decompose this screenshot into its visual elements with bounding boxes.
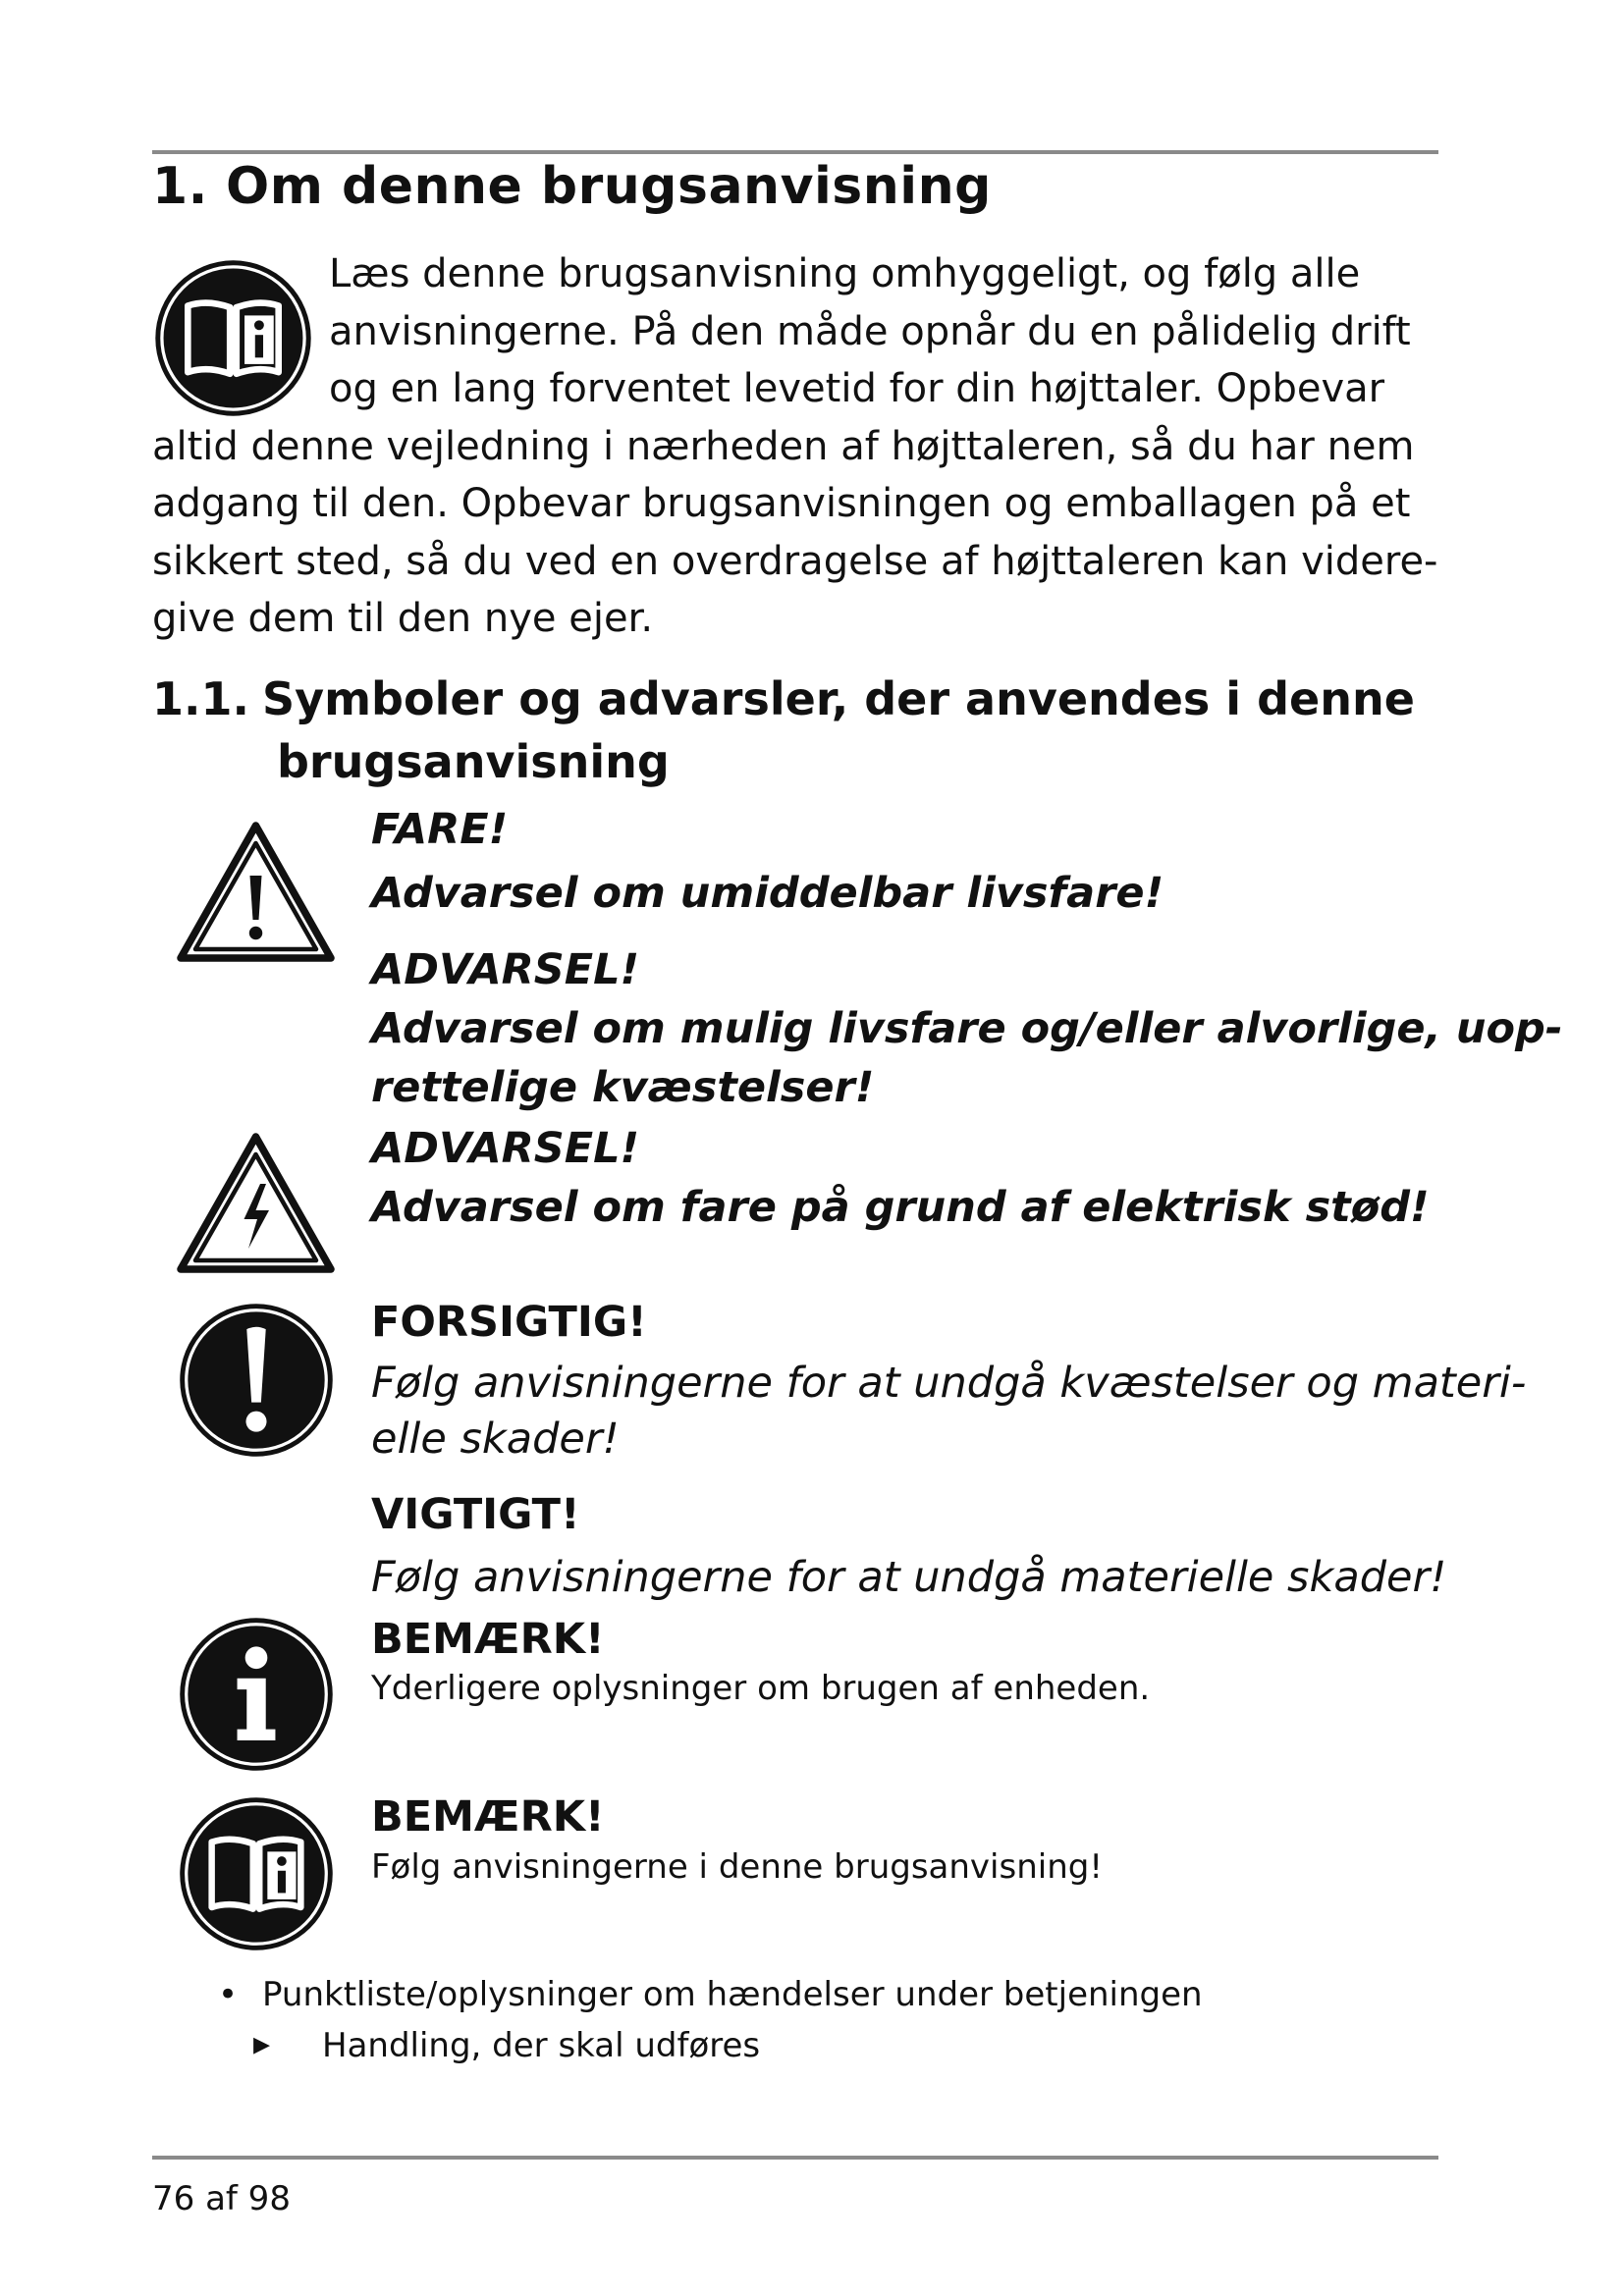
bemaerk-manual-label: BEMÆRK!	[371, 1792, 605, 1842]
subsection-number: 1.1.	[152, 672, 249, 725]
info-icon	[177, 1615, 336, 1774]
section-title: Om denne brugsanvisning	[226, 157, 992, 216]
subsection-heading	[152, 667, 1415, 793]
forsigtig-text-line2: elle skader!	[371, 1415, 620, 1464]
top-divider	[152, 150, 1438, 154]
forsigtig-text-line1: Følg anvisningerne for at undgå kvæstelser og materi-	[371, 1359, 1527, 1408]
manual-book-icon	[177, 1794, 336, 1953]
advarsel-label: ADVARSEL!	[371, 945, 640, 994]
bullet-list-item: Punktliste/oplysninger om hændelser under betjeningen	[262, 1975, 1203, 2014]
fare-text: Advarsel om umiddelbar livsfare!	[371, 869, 1164, 918]
bemaerk-manual-text: Følg anvisningerne i denne brugsanvisning!	[371, 1847, 1103, 1887]
intro-line: og en lang forventet levetid for din højttaler. Opbevar	[329, 366, 1385, 411]
advarsel-electric-label: ADVARSEL!	[371, 1124, 640, 1173]
warning-triangle-icon	[175, 820, 337, 967]
subsection-title-line1: Symboler og advarsler, der anvendes i denne	[262, 672, 1415, 725]
intro-line: give dem til den nye ejer.	[152, 596, 654, 641]
intro-paragraph	[152, 245, 1438, 648]
section-heading	[152, 157, 992, 216]
advarsel-text-line2: rettelige kvæstelser!	[371, 1063, 875, 1112]
intro-line: anvisningerne. På den måde opnår du en pålidelig drift	[329, 308, 1411, 354]
intro-line: sikkert sted, så du ved en overdragelse af højttaleren kan videre-	[152, 538, 1438, 584]
subsection-title-line2: brugsanvisning	[277, 735, 670, 788]
bemaerk-label: BEMÆRK!	[371, 1615, 605, 1664]
bullet-glyph: •	[218, 1975, 239, 2014]
action-list-item: Handling, der skal udføres	[322, 2026, 761, 2065]
bottom-divider	[152, 2156, 1438, 2160]
icon-spacer	[152, 245, 329, 417]
advarsel-electric-text: Advarsel om fare på grund af elektrisk stød!	[371, 1183, 1430, 1232]
intro-line: altid denne vejledning i nærheden af højttaleren, så du har nem	[152, 423, 1415, 469]
caution-exclamation-icon	[177, 1301, 336, 1460]
bemaerk-text: Yderligere oplysninger om brugen af enheden.	[371, 1669, 1151, 1708]
page-number: 76 af 98	[152, 2179, 291, 2218]
intro-line: adgang til den. Opbevar brugsanvisningen og emballagen på et	[152, 481, 1411, 526]
vigtigt-label: VIGTIGT!	[371, 1490, 580, 1539]
intro-line: Læs denne brugsanvisning omhyggeligt, og følg alle	[329, 251, 1361, 296]
fare-label: FARE!	[371, 805, 509, 854]
electric-shock-warning-icon	[175, 1131, 337, 1278]
vigtigt-text: Følg anvisningerne for at undgå materielle skader!	[371, 1553, 1447, 1602]
advarsel-text-line1: Advarsel om mulig livsfare og/eller alvorlige, uop-	[371, 1004, 1563, 1053]
section-number: 1.	[152, 157, 208, 216]
action-arrow-icon: ▸	[253, 2024, 271, 2063]
forsigtig-label: FORSIGTIG!	[371, 1298, 647, 1347]
